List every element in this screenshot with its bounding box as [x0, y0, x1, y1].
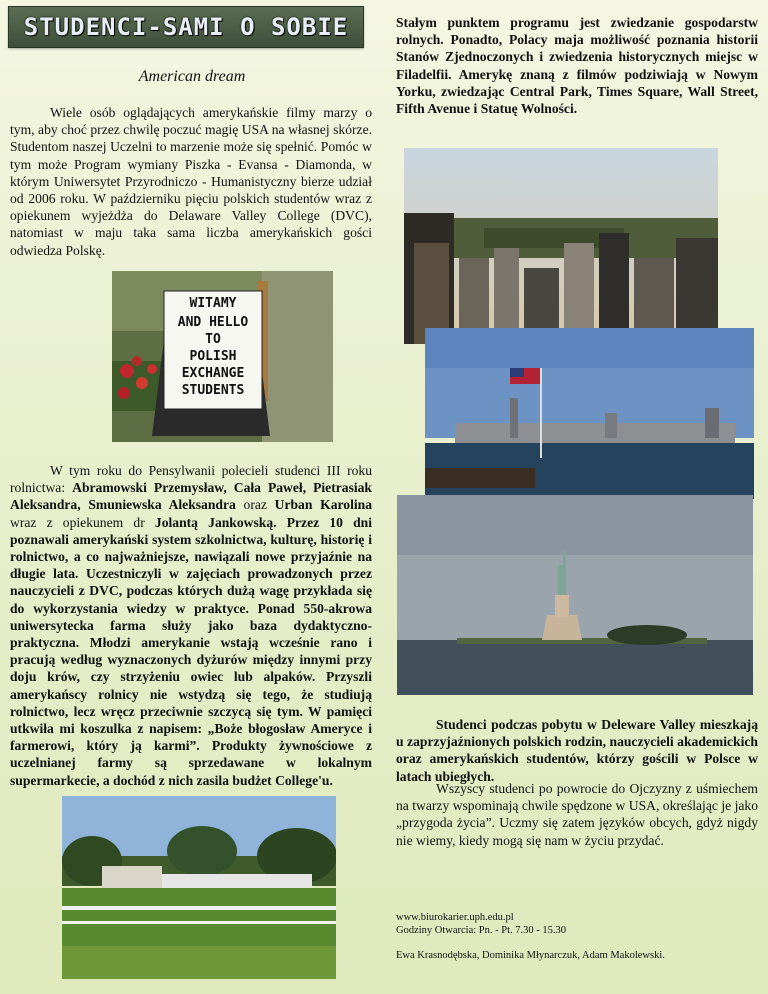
sign-line: AND HELLO — [177, 315, 249, 330]
sightseeing-paragraph: Stałym punktem programu jest zwiedzanie gospodarstw rolnych. Ponadto, Polacy maja możliwość poznania historii Stanów Zjednoczonych i zwiedzenia historycznych miejsc w Filadelfii. Amerykę znaną z filmów podziwiają w Nowym Yorku, zwiedzając Central Park, Times Square, Wall Street, Fifth Avenue i Statuę Wolności. — [396, 15, 758, 117]
statue-of-liberty-photo — [397, 495, 753, 695]
welcome-sign-photo — [112, 271, 333, 442]
manhattan-skyline-photo — [425, 328, 754, 499]
article-title: American dream — [138, 68, 246, 85]
new-york-aerial-photo — [404, 148, 718, 344]
sign-line: WITAMY — [189, 296, 237, 311]
host-families-paragraph: Studenci podczas pobytu w Deleware Valley mieszkają u zaprzyjaźnionych polskich rodzin, nauczycieli akademickich oraz amerykańskich studentów, którzy gościli w Polsce w latach ubiegłych. — [396, 717, 758, 784]
banner-title: STUDENCI-SAMI O SOBIE — [23, 13, 349, 41]
website-link[interactable]: www.biurokarier.uph.edu.pl — [396, 912, 514, 923]
sign-line: STUDENTS — [181, 383, 245, 398]
sign-line: TO — [205, 332, 221, 347]
sign-line: EXCHANGE — [181, 366, 245, 381]
authors: Ewa Krasnodębska, Dominika Młynarczuk, Adam Makolewski. — [396, 950, 665, 961]
opening-hours: Godziny Otwarcia: Pn. - Pt. 7.30 - 15.30 — [396, 925, 567, 936]
closing-paragraph: Wszyscy studenci po powrocie do Ojczyzny z uśmiechem na twarzy wspominają chwile spędzone w USA, określając je jako „przygoda życia”. Uczmy się zatem języków obcych, gdyż nigdy nie wiemy, kiedy mogą się nam w życiu przydać. — [396, 781, 758, 848]
farm-photo — [62, 796, 336, 979]
sign-line: POLISH — [189, 349, 237, 364]
header-banner — [8, 6, 364, 48]
intro-paragraph: Wiele osób oglądających amerykańskie filmy marzy o tym, aby choć przez chwilę poczuć magię USA na własnej skórze. Studentom naszej Uczelni to marzenie może się spełnić. Pomóc w tym może Program wymiany Piszka - Evansa - Diamonda, w którym Uniwersytet Przyrodniczo - Humanistyczny bierze udział od 2006 roku. W październiku pięciu polskich studentów wraz z opiekunem wyjeżdża do Delaware Valley College (DVC), natomiast w maju taka sama liczba amerykańskich gości odwiedza Polskę. — [10, 105, 372, 258]
program-paragraph: W tym roku do Pensylwanii polecieli studenci III roku rolnictwa: Abramowski Przemysław, Cała Paweł, Pietrasiak Aleksandra, Smuniewska Aleksandra oraz Urban Karolina wraz z opiekunem dr Jolantą Jankowską. Przez 10 dni poznawali amerykański system szkolnictwa, kulturę, historię i rolnictwo, a co najważniejsze, nawiązali nowe przyjaźnie na długie lata. Uczestniczyli w zajęciach prowadzonych przez nauczycieli z DVC, podczas których dużą wagę przykłada się do wykorzystania wiedzy w praktyce. Ponad 550-akrowa uniwersytecka farma służy jako baza dydaktyczno-praktyczna. Młodzi amerykanie wstają wcześnie rano i pracują według wyznaczonych dyżurów między innymi przy doju krów, czy strzyżeniu owiec lub alpaków. Przyszli amerykańscy rolnicy nie wstydzą się tego, że studiują rolnictwo, lecz wręcz przeciwnie szczycą się tym. W pamięci utkwiła mi koszulka z napisem: „Boże błogosław Ameryce i farmerowi, który ją karmi”. Produkty żywnościowe z uczelnianej farmy są sprzedawane w lokalnym supermarkecie, a dochód z nich zasila budżet College'u. — [10, 463, 372, 788]
